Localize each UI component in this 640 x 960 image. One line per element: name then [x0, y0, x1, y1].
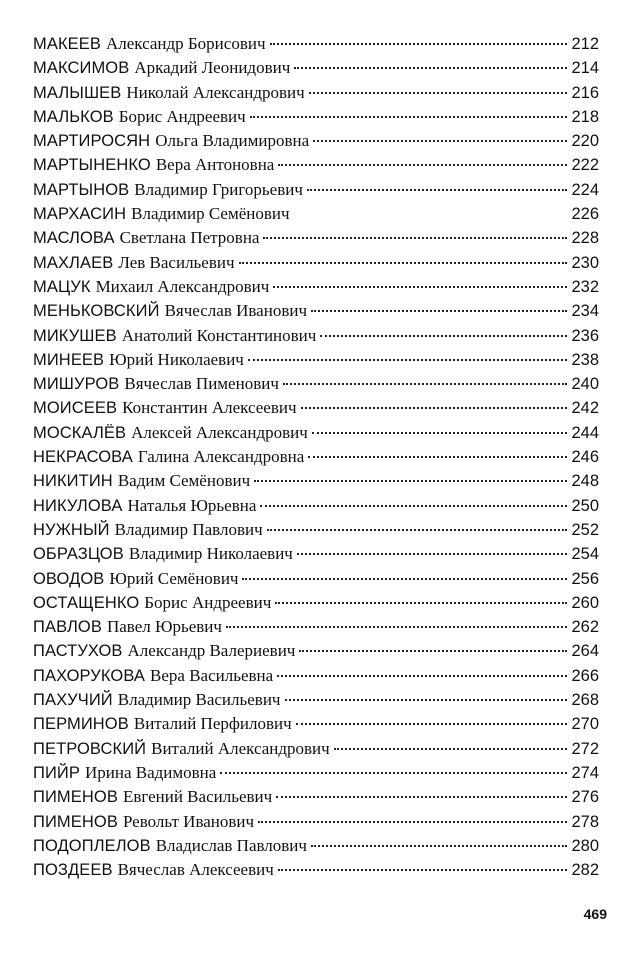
- entry-page-number: 236: [571, 326, 599, 345]
- entry-page-number: 262: [571, 618, 599, 637]
- entry-given-name: Лев Васильевич: [118, 252, 235, 272]
- entry-surname: МАРТЫНЕНКО: [33, 156, 151, 175]
- entry-page-number: 270: [571, 715, 599, 734]
- entry-page-number: 254: [571, 545, 599, 564]
- entry-page-number: 244: [571, 423, 599, 442]
- toc-entry: [33, 591, 599, 615]
- entry-given-name: Евгений Васильевич: [122, 787, 273, 807]
- entry-page-number: 230: [571, 253, 599, 272]
- entry-page-number: 282: [571, 861, 599, 880]
- entry-page-number: 214: [571, 59, 599, 78]
- entry-surname: МАРТИРОСЯН: [33, 132, 151, 151]
- toc-entry: [33, 688, 599, 712]
- toc-entry: [33, 664, 599, 688]
- entry-page-number: 256: [571, 569, 599, 588]
- entry-surname: МИШУРОВ: [33, 375, 120, 394]
- entry-page-number: 274: [571, 763, 599, 782]
- entry-surname: ПОЗДЕЕВ: [33, 861, 113, 880]
- entry-surname: МАРХАСИН: [33, 205, 127, 224]
- entry-surname: МАЛЫШЕВ: [33, 83, 122, 102]
- entry-given-name: Юрий Семёнович: [109, 568, 239, 588]
- entry-given-name: Александр Борисович: [105, 34, 266, 53]
- entry-page-number: 218: [571, 107, 599, 126]
- dot-leader: [311, 310, 567, 312]
- entry-surname: ПЕТРОВСКИЙ: [33, 739, 147, 758]
- dot-leader: [267, 529, 568, 531]
- dot-leader: [283, 383, 568, 385]
- dot-leader: [260, 505, 567, 507]
- entry-surname: ПИМЕНОВ: [33, 788, 118, 807]
- entry-given-name: Вячеслав Алексеевич: [117, 860, 274, 880]
- toc-entry: [33, 858, 599, 882]
- entry-page-number: 246: [571, 448, 599, 467]
- entry-page-number: 264: [571, 642, 599, 661]
- dot-leader: [239, 262, 568, 264]
- dot-leader: [250, 116, 568, 118]
- entry-given-name: Николай Александрович: [126, 82, 305, 102]
- entry-given-name: Светлана Петровна: [119, 228, 260, 248]
- dot-leader: [273, 286, 567, 288]
- toc-entry: [33, 810, 599, 834]
- toc-entry: [33, 226, 599, 250]
- toc-entry: [33, 372, 599, 396]
- entry-surname: ПИМЕНОВ: [33, 812, 118, 831]
- table-of-contents: [33, 32, 599, 882]
- entry-surname: ПЕРМИНОВ: [33, 715, 129, 734]
- toc-entry: [33, 81, 599, 105]
- page-number: 469: [583, 906, 607, 922]
- entry-given-name: Владислав Павлович: [155, 835, 307, 855]
- entry-given-name: Виталий Александрович: [151, 738, 330, 758]
- entry-given-name: Владимир Семёнович: [131, 204, 290, 224]
- entry-given-name: Михаил Александрович: [95, 276, 270, 296]
- entry-page-number: 228: [571, 229, 599, 248]
- toc-entry: [33, 542, 599, 566]
- toc-entry: [33, 712, 599, 736]
- dot-leader: [296, 723, 568, 725]
- toc-entry: [33, 518, 599, 542]
- dot-leader: [307, 189, 568, 191]
- entry-given-name: Галина Александровна: [137, 447, 305, 467]
- toc-entry: [33, 275, 599, 299]
- entry-page-number: 240: [571, 375, 599, 394]
- entry-given-name: Виталий Перфилович: [133, 714, 292, 734]
- toc-entry: [33, 105, 599, 129]
- entry-surname: НУЖНЫЙ: [33, 520, 110, 539]
- dot-leader: [276, 796, 567, 798]
- entry-page-number: 280: [571, 836, 599, 855]
- entry-given-name: Вячеслав Пименович: [124, 374, 279, 394]
- entry-page-number: 232: [571, 277, 599, 296]
- entry-given-name: Борис Андреевич: [144, 592, 272, 612]
- entry-surname: МЕНЬКОВСКИЙ: [33, 302, 160, 321]
- entry-surname: МАЦУК: [33, 277, 91, 296]
- entry-page-number: 234: [571, 302, 599, 321]
- entry-page-number: 220: [571, 132, 599, 151]
- entry-given-name: Владимир Николаевич: [128, 544, 293, 564]
- entry-surname: ПИЙР: [33, 763, 80, 782]
- entry-given-name: Павел Юрьевич: [106, 617, 222, 637]
- entry-given-name: Ирина Вадимовна: [84, 762, 217, 782]
- toc-entry: [33, 251, 599, 275]
- dot-leader: [278, 164, 567, 166]
- entry-surname: МАКЕЕВ: [33, 35, 101, 53]
- dot-leader: [297, 553, 568, 555]
- entry-given-name: Вера Васильевна: [150, 665, 274, 685]
- dot-leader: [258, 821, 567, 823]
- dot-leader: [248, 359, 568, 361]
- entry-page-number: 250: [571, 496, 599, 515]
- dot-leader: [311, 845, 568, 847]
- dot-leader: [263, 237, 567, 239]
- entry-surname: МАСЛОВА: [33, 229, 115, 248]
- entry-given-name: Вадим Семёнович: [117, 471, 251, 491]
- toc-entry: [33, 494, 599, 518]
- entry-page-number: 272: [571, 739, 599, 758]
- entry-given-name: Владимир Григорьевич: [134, 179, 303, 199]
- dot-leader: [320, 335, 567, 337]
- toc-entry: [33, 348, 599, 372]
- entry-given-name: Владимир Павлович: [114, 519, 263, 539]
- entry-given-name: Аркадий Леонидович: [134, 58, 291, 78]
- dot-leader: [301, 407, 568, 409]
- dot-leader: [270, 43, 568, 45]
- entry-page-number: 260: [571, 593, 599, 612]
- dot-leader: [294, 67, 567, 69]
- toc-entry: [33, 834, 599, 858]
- dot-leader: [277, 675, 567, 677]
- entry-surname: ОСТАЩЕНКО: [33, 593, 140, 612]
- entry-given-name: Револьт Иванович: [122, 811, 255, 831]
- entry-surname: ОБРАЗЦОВ: [33, 545, 124, 564]
- toc-entry: [33, 324, 599, 348]
- dot-leader: [313, 140, 567, 142]
- dot-leader: [309, 92, 568, 94]
- dot-leader: [226, 626, 568, 628]
- entry-surname: ПАВЛОВ: [33, 618, 102, 637]
- dot-leader: [312, 432, 568, 434]
- toc-entry: [33, 639, 599, 663]
- entry-page-number: 278: [571, 812, 599, 831]
- dot-leader: [278, 869, 568, 871]
- entry-surname: МИКУШЕВ: [33, 326, 117, 345]
- entry-surname: МИНЕЕВ: [33, 350, 105, 369]
- entry-given-name: Владимир Васильевич: [117, 690, 281, 710]
- entry-surname: ПОДОПЛЕЛОВ: [33, 836, 151, 855]
- entry-page-number: 266: [571, 666, 599, 685]
- toc-entry: [33, 178, 599, 202]
- entry-page-number: 248: [571, 472, 599, 491]
- entry-surname: ПАСТУХОВ: [33, 642, 123, 661]
- entry-given-name: Вера Антоновна: [155, 155, 275, 175]
- dot-leader: [254, 480, 567, 482]
- entry-surname: МОИСЕЕВ: [33, 399, 118, 418]
- entry-surname: ПАХОРУКОВА: [33, 666, 146, 685]
- entry-page-number: 222: [571, 156, 599, 175]
- entry-given-name: Ольга Владимировна: [155, 131, 310, 151]
- dot-leader: [220, 772, 567, 774]
- dot-leader: [299, 650, 567, 652]
- toc-entry: [33, 32, 599, 56]
- toc-entry: [33, 737, 599, 761]
- toc-entry: [33, 445, 599, 469]
- entry-page-number: 226: [571, 205, 599, 224]
- entry-given-name: Борис Андреевич: [118, 106, 246, 126]
- dot-leader: [242, 578, 567, 580]
- entry-surname: НЕКРАСОВА: [33, 448, 133, 467]
- entry-surname: МОСКАЛЁВ: [33, 423, 127, 442]
- dot-leader: [275, 602, 567, 604]
- toc-entry: [33, 567, 599, 591]
- entry-given-name: Константин Алексеевич: [122, 398, 297, 418]
- toc-entry: [33, 129, 599, 153]
- entry-given-name: Алексей Александрович: [131, 422, 308, 442]
- entry-given-name: Юрий Николаевич: [109, 349, 244, 369]
- entry-surname: НИКУЛОВА: [33, 496, 123, 515]
- entry-given-name: Анатолий Константинович: [121, 325, 317, 345]
- dot-leader: [294, 213, 568, 215]
- toc-entry: [33, 469, 599, 493]
- toc-entry: [33, 153, 599, 177]
- toc-entry: [33, 761, 599, 785]
- entry-page-number: 224: [571, 180, 599, 199]
- toc-entry: [33, 202, 599, 226]
- entry-surname: МАЛЬКОВ: [33, 107, 114, 126]
- dot-leader: [285, 699, 568, 701]
- entry-page-number: 238: [571, 350, 599, 369]
- entry-page-number: 252: [571, 520, 599, 539]
- entry-given-name: Александр Валериевич: [127, 641, 296, 661]
- entry-surname: МАКСИМОВ: [33, 59, 130, 78]
- toc-entry: [33, 785, 599, 809]
- toc-entry: [33, 615, 599, 639]
- dot-leader: [308, 456, 567, 458]
- toc-entry: [33, 299, 599, 323]
- entry-page-number: 242: [571, 399, 599, 418]
- entry-surname: ОВОДОВ: [33, 569, 105, 588]
- entry-page-number: 216: [571, 83, 599, 102]
- entry-surname: МАХЛАЕВ: [33, 253, 114, 272]
- toc-entry: [33, 421, 599, 445]
- toc-entry: [33, 56, 599, 80]
- entry-page-number: 276: [571, 788, 599, 807]
- entry-given-name: Наталья Юрьевна: [127, 495, 257, 515]
- dot-leader: [334, 748, 568, 750]
- entry-surname: ПАХУЧИЙ: [33, 691, 113, 710]
- entry-surname: НИКИТИН: [33, 472, 113, 491]
- entry-page-number: 212: [571, 35, 599, 53]
- entry-given-name: Вячеслав Иванович: [164, 301, 307, 321]
- entry-surname: МАРТЫНОВ: [33, 180, 130, 199]
- toc-entry: [33, 396, 599, 420]
- entry-page-number: 268: [571, 691, 599, 710]
